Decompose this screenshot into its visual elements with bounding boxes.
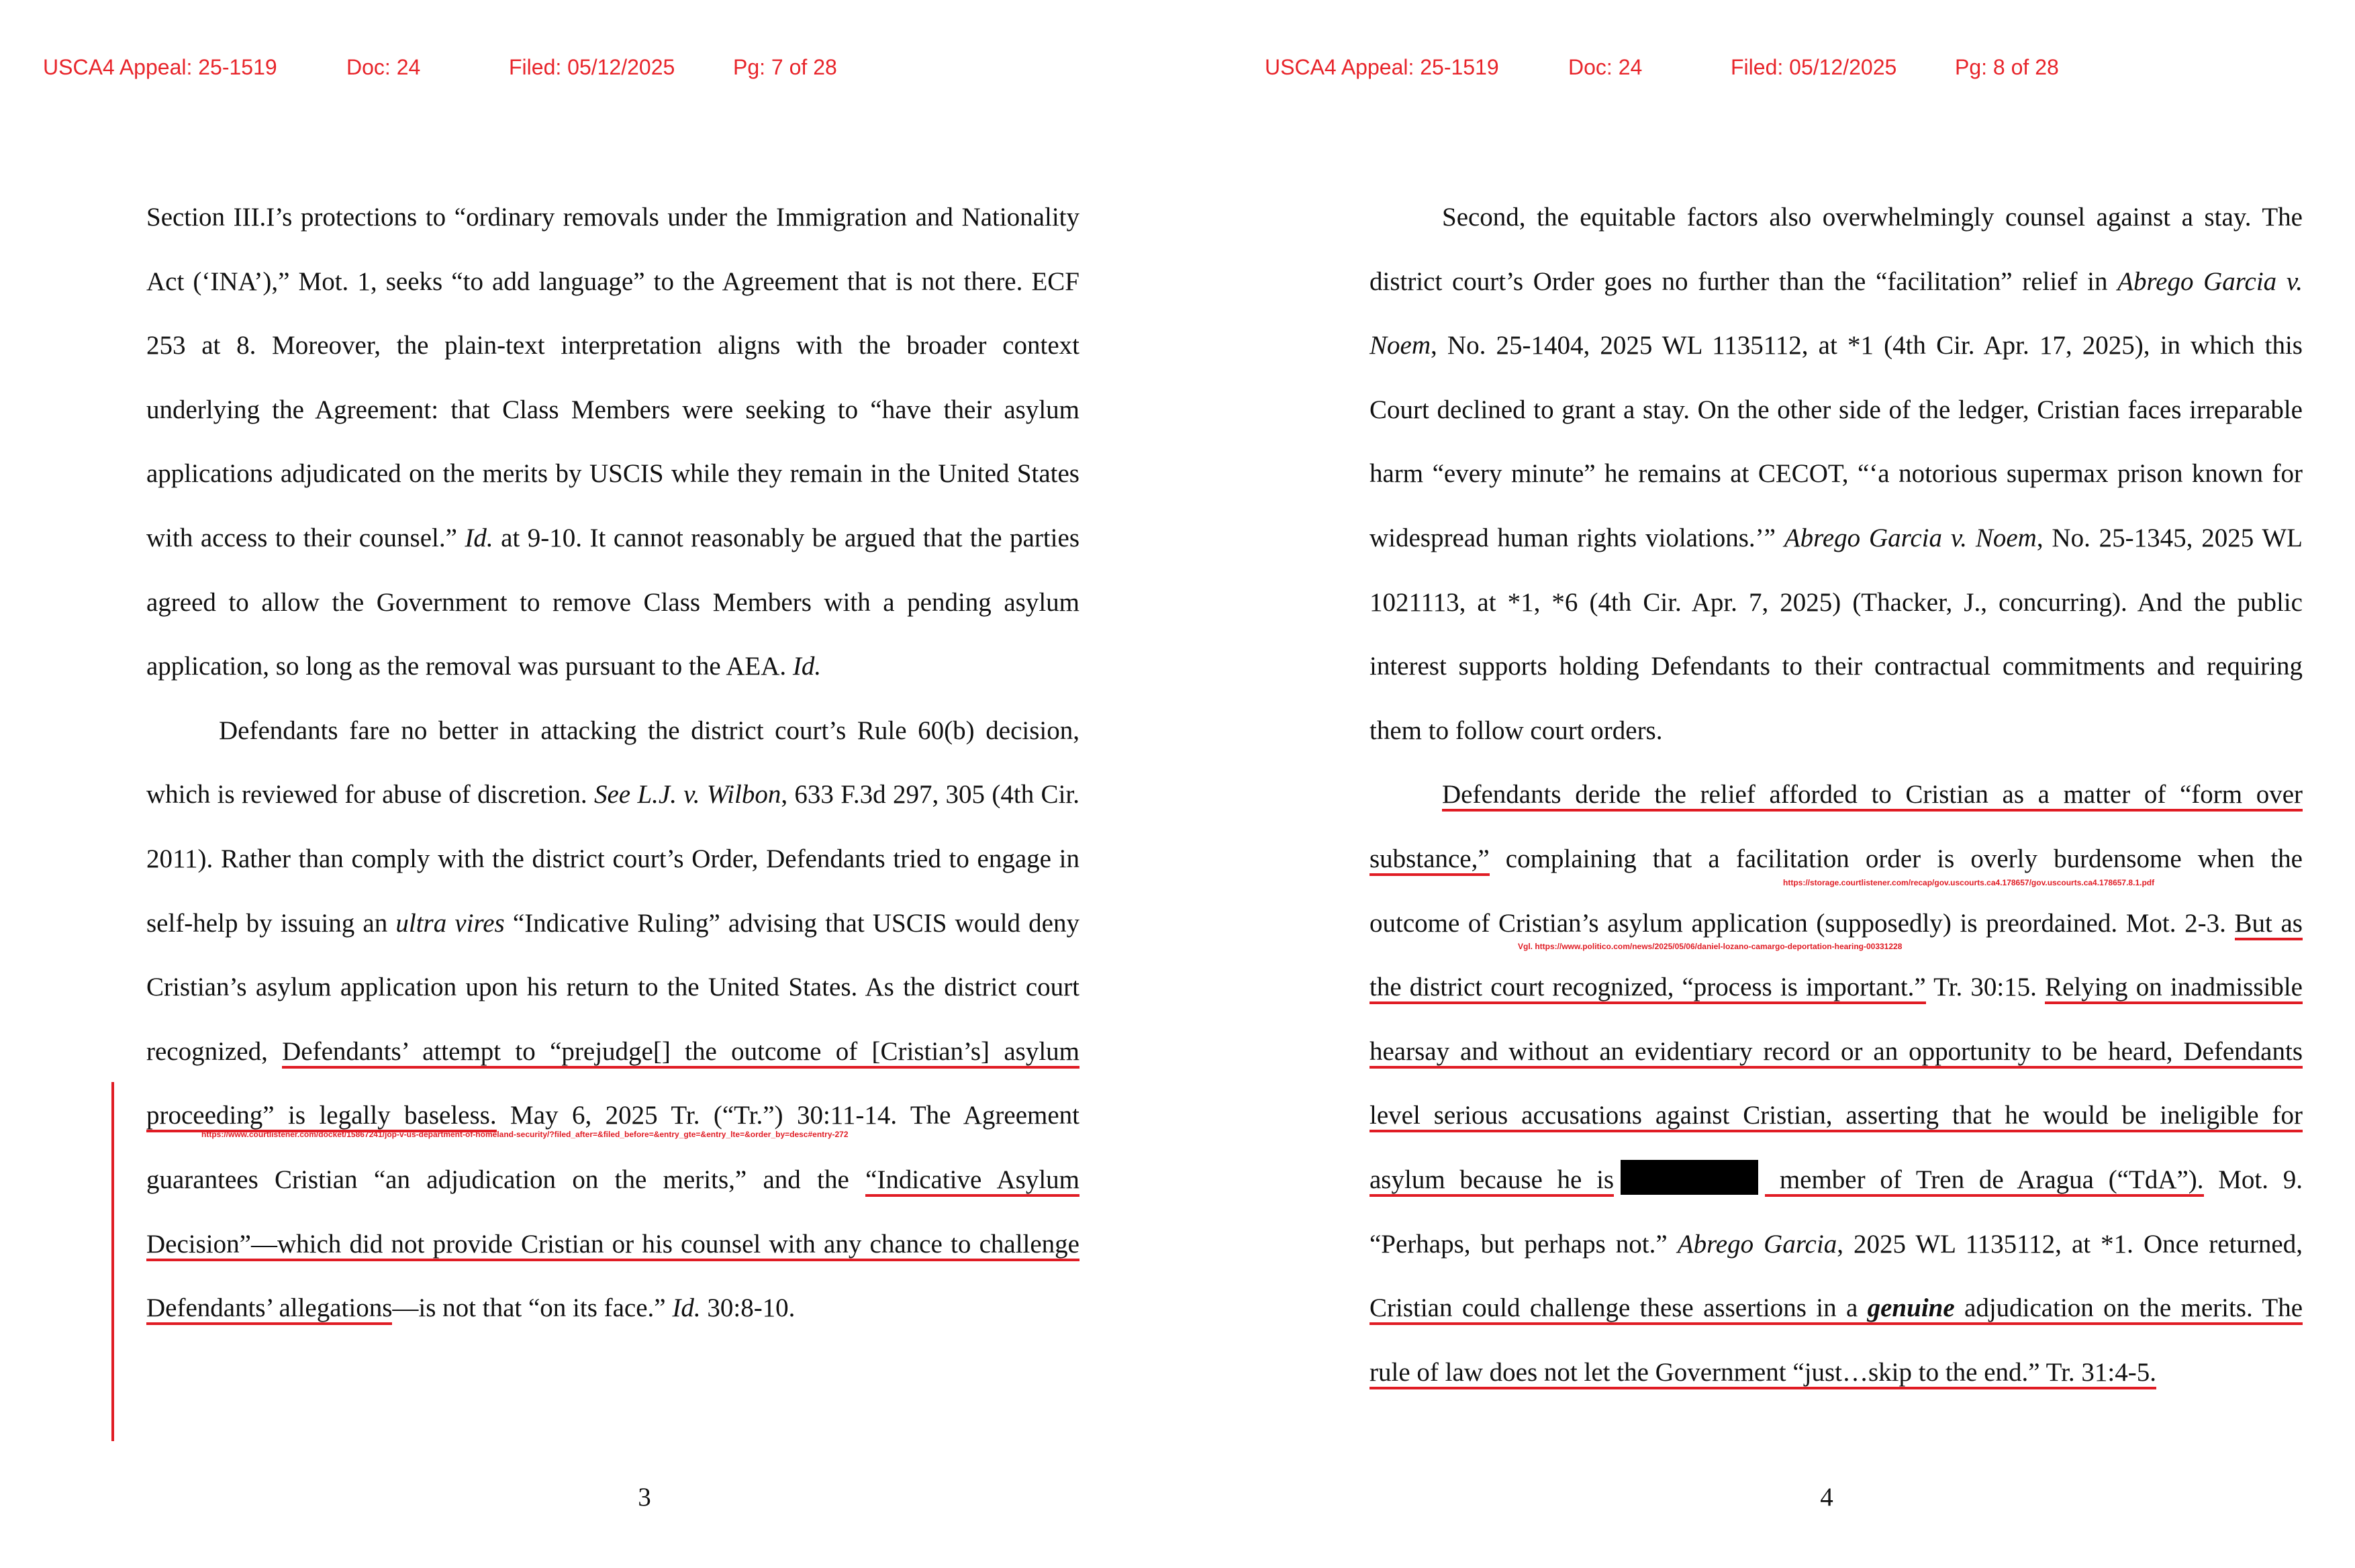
- page-number: 3: [638, 1483, 651, 1512]
- header-case-number: USCA4 Appeal: 25-1519: [1265, 55, 1499, 79]
- underlined-quote: Cristian could challenge these assertions in a: [1369, 1293, 1868, 1325]
- annotation-url[interactable]: https://www.courtlistener.com/docket/15867241/jop-v-us-department-of-homeland-security/?filed_after=&filed_before=&entry_gte=&entry_lte=&order_by=desc#entry-272: [201, 1130, 849, 1139]
- underlined-quote: “Indicative Asylum Decision”—which did not provide Cristian or his counsel with any chance to challenge Defendants’ allegations: [146, 1165, 1079, 1325]
- annotation-url[interactable]: Vgl. https://www.politico.com/news/2025/05/06/daniel-lozano-camargo-deportation-hearing-00331228: [1518, 942, 1903, 951]
- paragraph: Defendants fare no better in attacking the district court’s Rule 60(b) decision, which is reviewed for abuse of discretion. See L.J. v. Wilbon, 633 F.3d 297, 305 (4th Cir. 2011). Rather than comply with the district court’s Order, Defendants tried to engage in self-help by issuing an ultra vires “Indicative Ruling” advising that USCIS would deny Cristian’s asylum application upon his return to the United States. As the district court recognized, Defendants’ attempt to “prejudge[] the outcome of [Cristian’s] asylum proceeding” is legally baseless. May 6, 2025 Tr. (“Tr.”) 30:11-14. The Agreement guarantees Cristian “an adjudication on the merits,” and the “Indicative Asylum Decision”—which did not provide Cristian or his counsel with any chance to challenge Defendants’ allegations—is not that “on its face.” Id. 30:8-10.: [146, 699, 1079, 1340]
- document-page-right: [1178, 0, 2355, 1568]
- header-doc-number: Doc: 24: [1568, 55, 1643, 79]
- header-page-count: Pg: 8 of 28: [1955, 55, 2059, 79]
- margin-annotation-bar: [111, 1082, 114, 1441]
- underlined-quote: Defendants deride the relief afforded to Cristian as a matter of “form over substance,”: [1369, 780, 2303, 876]
- body-text: [146, 185, 1079, 1340]
- underlined-quote: member of Tren de Aragua (“TdA”).: [1765, 1165, 2203, 1197]
- paragraph: Second, the equitable factors also overwhelmingly counsel against a stay. The district court’s Order goes no further than the “facilitation” relief in Abrego Garcia v. Noem, No. 25-1404, 2025 WL 1135112, at *1 (4th Cir. Apr. 17, 2025), in which this Court declined to grant a stay. On the other side of the ledger, Cristian faces irreparable harm “every minute” he remains at CECOT, “‘a notorious supermax prison known for widespread human rights violations.’” Abrego Garcia v. Noem, No. 25-1345, 2025 WL 1021113, at *1, *6 (4th Cir. Apr. 7, 2025) (Thacker, J., concurring). And the public interest supports holding Defendants to their contractual commitments and requiring them to follow court orders.: [1369, 203, 2303, 745]
- underlined-quote: genuine: [1868, 1293, 1955, 1325]
- annotation-url[interactable]: https://storage.courtlistener.com/recap/gov.uscourts.ca4.178657/gov.uscourts.ca4.178657.8.1.pdf: [1783, 878, 2155, 887]
- page-number: 4: [1820, 1483, 1833, 1512]
- body-text: [1369, 185, 2303, 1404]
- underlined-quote: Relying on inadmissible hearsay and without an evidentiary record or an opportunity to be heard, Defendants level serious accusations against Cristian, asserting that he would be ineligible for asylum because he is: [1369, 973, 2303, 1197]
- header-filed-date: Filed: 05/12/2025: [509, 55, 675, 79]
- underlined-quote: Defendants’ attempt to “prejudge[] the outcome of [Cristian’s] asylum proceeding” is legally baseless.: [146, 1037, 1079, 1133]
- page-header: [1178, 55, 2355, 89]
- paragraph: Section III.I’s protections to “ordinary removals under the Immigration and Nationality Act (‘INA’),” Mot. 1, seeks “to add language” to the Agreement that is not there. ECF 253 at 8. Moreover, the plain-text interpretation aligns with the broader context underlying the Agreement: that Class Members were seeking to “have their asylum applications adjudicated on the merits by USCIS while they remain in the United States with access to their counsel.” Id. at 9-10. It cannot reasonably be argued that the parties agreed to allow the Government to remove Class Members with a pending asylum application, so long as the removal was pursuant to the AEA. Id.: [146, 203, 1079, 681]
- underlined-quote: But as the district court recognized, “process is important.”: [1369, 909, 2303, 1005]
- paragraph: Defendants deride the relief afforded to Cristian as a matter of “form over substance,” complaining that a facilitation order is overly burdensome when the outcome of Cristian’s asylum application (supposedly) is preordained. Mot. 2-3. But as the district court recognized, “process is important.” Tr. 30:15. Relying on inadmissible hearsay and without an evidentiary record or an opportunity to be heard, Defendants level serious accusations against Cristian, asserting that he would be ineligible for asylum because he is member of Tren de Aragua (“TdA”). Mot. 9. “Perhaps, but perhaps not.” Abrego Garcia, 2025 WL 1135112, at *1. Once returned, Cristian could challenge these assertions in a genuine adjudication on the merits. The rule of law does not let the Government “just…skip to the end.” Tr. 31:4-5.: [1369, 763, 2303, 1404]
- header-filed-date: Filed: 05/12/2025: [1731, 55, 1897, 79]
- header-case-number: USCA4 Appeal: 25-1519: [43, 55, 277, 79]
- header-page-count: Pg: 7 of 28: [733, 55, 837, 79]
- redaction-box: [1621, 1160, 1758, 1195]
- underlined-quote: adjudication on the merits. The rule of law does not let the Government “just…skip to the end.” Tr. 31:4-5.: [1369, 1293, 2303, 1389]
- header-doc-number: Doc: 24: [346, 55, 421, 79]
- page-header: [0, 55, 1178, 89]
